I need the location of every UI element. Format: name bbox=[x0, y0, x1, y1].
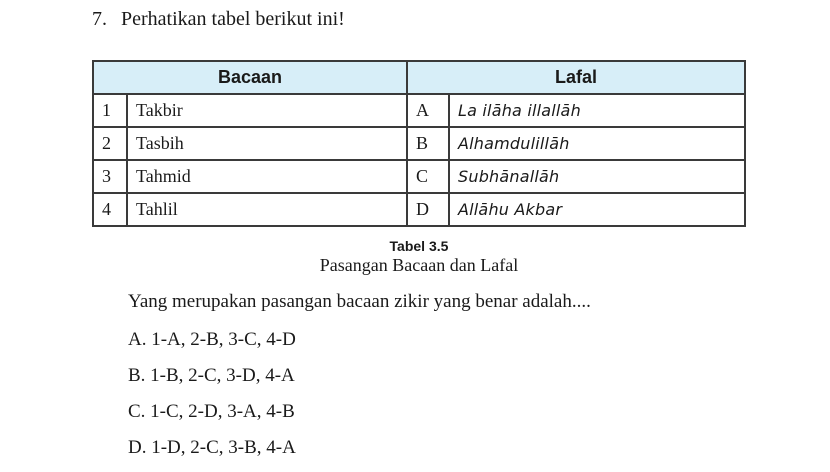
table-row bbox=[93, 94, 745, 127]
question-header bbox=[92, 8, 345, 31]
table-row bbox=[93, 160, 745, 193]
row-letter: B bbox=[407, 127, 449, 160]
row-bacaan: Takbir bbox=[127, 94, 407, 127]
row-bacaan: Tasbih bbox=[127, 127, 407, 160]
row-letter: A bbox=[407, 94, 449, 127]
header-lafal: Lafal bbox=[407, 61, 745, 94]
row-number: 4 bbox=[93, 193, 127, 226]
answer-options bbox=[128, 328, 296, 472]
row-bacaan: Tahmid bbox=[127, 160, 407, 193]
table-row bbox=[93, 193, 745, 226]
option-b[interactable]: B. 1-B, 2-C, 3-D, 4-A bbox=[128, 365, 295, 386]
table-caption-label: Tabel 3.5 bbox=[389, 238, 449, 254]
row-number: 2 bbox=[93, 127, 127, 160]
question-prompt: Yang merupakan pasangan bacaan zikir yang benar adalah.... bbox=[128, 291, 591, 312]
question-number: 7. bbox=[92, 8, 107, 30]
row-lafal: Alhamdulillāh bbox=[449, 127, 745, 160]
table-caption-title: Pasangan Bacaan dan Lafal bbox=[319, 255, 519, 275]
header-bacaan: Bacaan bbox=[93, 61, 407, 94]
row-letter: D bbox=[407, 193, 449, 226]
row-lafal: Subhānallāh bbox=[449, 160, 745, 193]
question-instruction: Perhatikan tabel berikut ini! bbox=[121, 8, 345, 30]
row-lafal: La ilāha illallāh bbox=[449, 94, 745, 127]
table-row bbox=[93, 127, 745, 160]
row-letter: C bbox=[407, 160, 449, 193]
option-a[interactable]: A. 1-A, 2-B, 3-C, 4-D bbox=[128, 329, 296, 350]
table-header-row bbox=[93, 61, 745, 94]
row-number: 1 bbox=[93, 94, 127, 127]
row-lafal: Allāhu Akbar bbox=[449, 193, 745, 226]
row-number: 3 bbox=[93, 160, 127, 193]
pairing-table bbox=[92, 60, 746, 227]
row-bacaan: Tahlil bbox=[127, 193, 407, 226]
option-c[interactable]: C. 1-C, 2-D, 3-A, 4-B bbox=[128, 401, 295, 422]
option-d[interactable]: D. 1-D, 2-C, 3-B, 4-A bbox=[128, 437, 296, 458]
